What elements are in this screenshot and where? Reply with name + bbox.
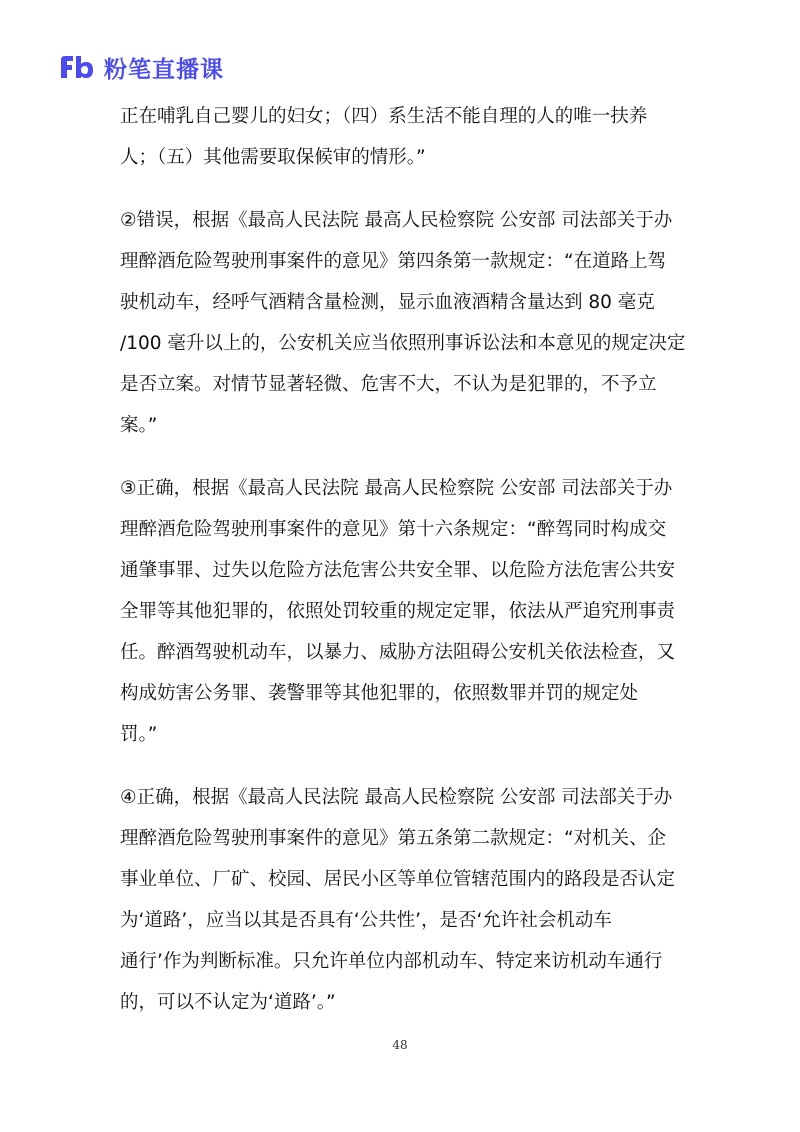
paragraph-continuation bbox=[120, 96, 685, 178]
text-line: 理醉酒危险驾驶刑事案件的意见》第四条第一款规定：“在道路上驾 bbox=[120, 251, 667, 272]
text-line: 为‘道路’，应当以其是否具有‘公共性’，是否‘允许社会机动车 bbox=[120, 910, 612, 931]
text-line: 任。醉酒驾驶机动车，以暴力、威胁方法阻碍公安机关依法检查，又 bbox=[120, 642, 676, 663]
text-line: 通行’作为判断标准。只允许单位内部机动车、特定来访机动车通行 bbox=[120, 951, 663, 972]
text-line: 是否立案。对情节显著轻微、危害不大，不认为是犯罪的，不予立 bbox=[120, 374, 657, 395]
text-line: 人；（五）其他需要取保候审的情形。” bbox=[120, 147, 426, 168]
text-line: 驶机动车，经呼气酒精含量检测，显示血液酒精含量达到 80 毫克 bbox=[120, 292, 655, 313]
paragraph-item-2 bbox=[120, 200, 685, 446]
text-line: 事业单位、厂矿、校园、居民小区等单位管辖范围内的路段是否认定 bbox=[120, 869, 676, 890]
text-line: 通肇事罪、过失以危险方法危害公共安全罪、以危险方法危害公共安 bbox=[120, 560, 676, 581]
text-line: /100 毫升以上的，公安机关应当依照刑事诉讼法和本意见的规定决定 bbox=[120, 333, 686, 354]
paragraph-item-3 bbox=[120, 468, 685, 755]
text-line: 理醉酒危险驾驶刑事案件的意见》第十六条规定：“醉驾同时构成交 bbox=[120, 519, 667, 540]
text-line: 案。” bbox=[120, 415, 158, 436]
text-line: 理醉酒危险驾驶刑事案件的意见》第五条第二款规定：“对机关、企 bbox=[120, 828, 667, 849]
page-number: 48 bbox=[392, 1038, 408, 1052]
text-line: ④正确，根据《最高人民法院 最高人民检察院 公安部 司法部关于办 bbox=[120, 787, 673, 808]
text-line: 的，可以不认定为‘道路’。” bbox=[120, 992, 336, 1013]
text-line: ②错误，根据《最高人民法院 最高人民检察院 公安部 司法部关于办 bbox=[120, 210, 673, 231]
text-line: 构成妨害公务罪、袭警罪等其他犯罪的，依照数罪并罚的规定处 bbox=[120, 683, 639, 704]
text-line: 全罪等其他犯罪的，依照处罚较重的规定定罪，依法从严追究刑事责 bbox=[120, 601, 676, 622]
paragraph-item-4 bbox=[120, 777, 685, 1023]
text-line: 罚。” bbox=[120, 724, 158, 745]
page-header bbox=[58, 50, 224, 84]
text-line: ③正确，根据《最高人民法院 最高人民检察院 公安部 司法部关于办 bbox=[120, 478, 673, 499]
brand-title: 粉笔直播课 bbox=[104, 56, 224, 83]
fenbi-fb-logo-icon bbox=[58, 54, 96, 80]
document-body bbox=[120, 96, 685, 1023]
text-line: 正在哺乳自己婴儿的妇女；（四）系生活不能自理的人的唯一扶养 bbox=[120, 106, 648, 127]
